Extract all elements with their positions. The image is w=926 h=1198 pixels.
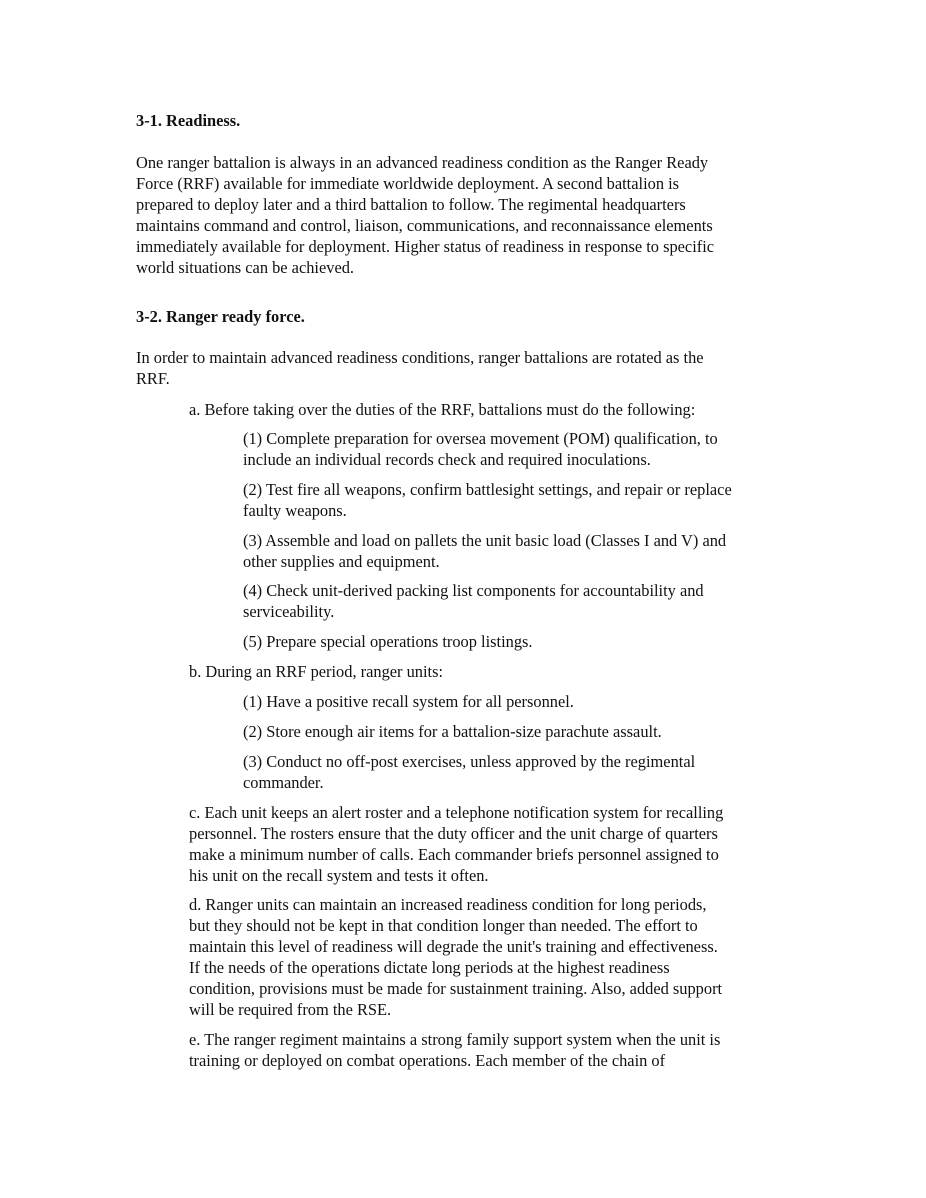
text-line: (3) Conduct no off-post exercises, unless approved by the regimental — [243, 752, 696, 771]
text-line: (1) Complete preparation for oversea movement (POM) qualification, to — [243, 429, 718, 448]
text-line: his unit on the recall system and tests it often. — [189, 866, 489, 885]
section-heading-readiness: 3-1. Readiness. — [136, 111, 241, 130]
text-line: but they should not be kept in that condition longer than needed. The effort to — [189, 916, 698, 935]
text-line: training or deployed on combat operations. Each member of the chain of — [189, 1051, 666, 1070]
list-item-b-2 — [243, 721, 803, 742]
text-line: world situations can be achieved. — [136, 258, 355, 277]
text-line: (3) Assemble and load on pallets the unit basic load (Classes I and V) and — [243, 531, 727, 550]
paragraph-readiness — [136, 152, 796, 278]
text-line: other supplies and equipment. — [243, 552, 440, 571]
text-line: will be required from the RSE. — [189, 1000, 392, 1019]
list-item-b — [189, 661, 799, 682]
list-item-d — [189, 894, 799, 1020]
list-item-a-5 — [243, 631, 803, 652]
text-line: If the needs of the operations dictate long periods at the highest readiness — [189, 958, 670, 977]
text-line: One ranger battalion is always in an advanced readiness condition as the Ranger Ready — [136, 153, 709, 172]
list-item-a — [189, 399, 799, 420]
paragraph-intro — [136, 347, 796, 389]
list-item-c — [189, 802, 799, 886]
text-line: include an individual records check and required inoculations. — [243, 450, 651, 469]
text-line: (2) Test fire all weapons, confirm battlesight settings, and repair or replace — [243, 480, 732, 499]
text-line: faulty weapons. — [243, 501, 347, 520]
text-line: e. The ranger regiment maintains a strong family support system when the unit is — [189, 1030, 721, 1049]
list-item-a-1 — [243, 428, 803, 470]
list-item-b-1 — [243, 691, 803, 712]
text-line: make a minimum number of calls. Each commander briefs personnel assigned to — [189, 845, 719, 864]
text-line: commander. — [243, 773, 324, 792]
text-line: d. Ranger units can maintain an increased readiness condition for long periods, — [189, 895, 707, 914]
section-heading-ranger-ready-force: 3-2. Ranger ready force. — [136, 307, 305, 326]
text-line: personnel. The rosters ensure that the duty officer and the unit charge of quarters — [189, 824, 718, 843]
text-line: (2) Store enough air items for a battalion-size parachute assault. — [243, 722, 662, 741]
text-line: c. Each unit keeps an alert roster and a telephone notification system for recalling — [189, 803, 724, 822]
text-line: serviceability. — [243, 602, 335, 621]
text-line: (1) Have a positive recall system for all personnel. — [243, 692, 574, 711]
text-line: (4) Check unit-derived packing list components for accountability and — [243, 581, 704, 600]
text-line: b. During an RRF period, ranger units: — [189, 662, 444, 681]
text-line: condition, provisions must be made for sustainment training. Also, added support — [189, 979, 723, 998]
text-line: maintains command and control, liaison, communications, and reconnaissance elements — [136, 216, 713, 235]
text-line: In order to maintain advanced readiness conditions, ranger battalions are rotated as the — [136, 348, 704, 367]
text-line: prepared to deploy later and a third battalion to follow. The regimental headquarters — [136, 195, 686, 214]
list-item-a-4 — [243, 580, 803, 622]
list-item-a-2 — [243, 479, 803, 521]
list-item-a-3 — [243, 530, 803, 572]
text-line: Force (RRF) available for immediate worldwide deployment. A second battalion is — [136, 174, 680, 193]
text-line: maintain this level of readiness will degrade the unit's training and effectiveness. — [189, 937, 718, 956]
text-line: RRF. — [136, 369, 170, 388]
list-item-e — [189, 1029, 799, 1071]
list-item-b-3 — [243, 751, 803, 793]
text-line: a. Before taking over the duties of the RRF, battalions must do the following: — [189, 400, 696, 419]
text-line: immediately available for deployment. Higher status of readiness in response to specific — [136, 237, 715, 256]
text-line: (5) Prepare special operations troop listings. — [243, 632, 533, 651]
